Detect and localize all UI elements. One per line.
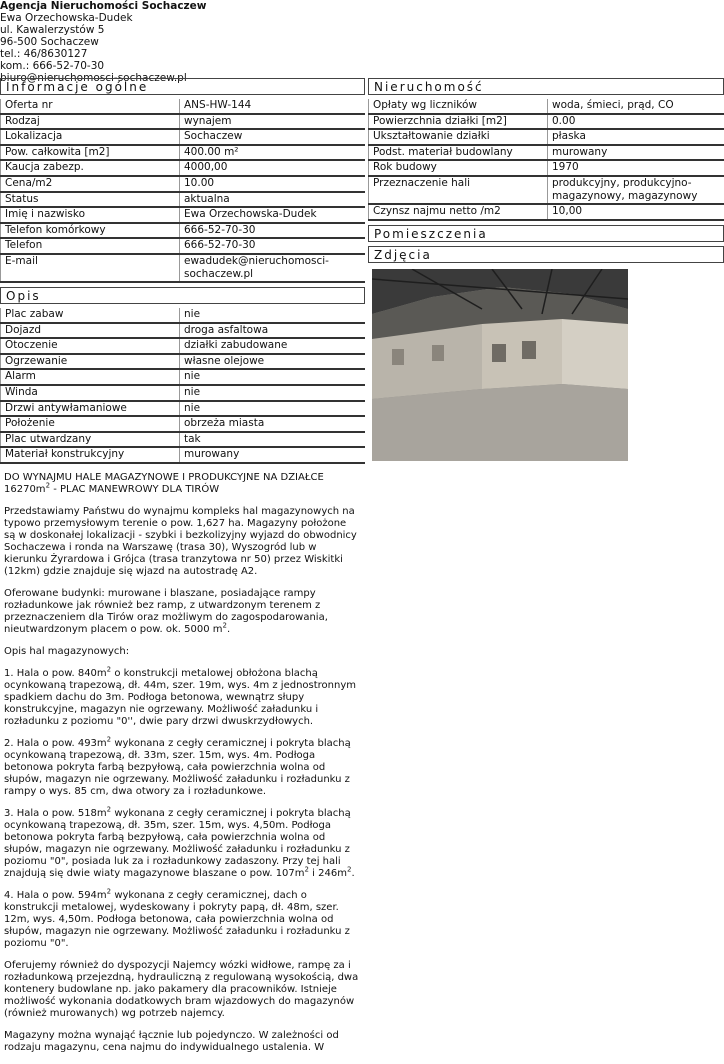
table-row [1,401,366,417]
row-value: Ewa Orzechowska-Dudek [180,207,366,223]
section-photos-title: Zdjęcia [368,246,724,263]
row-value: 4000,00 [180,160,366,176]
row-label: Telefon [1,238,180,254]
row-value: nie [180,369,366,385]
row-label: Telefon komórkowy [1,223,180,239]
row-label: Dojazd [1,323,180,339]
row-label: Podst. materiał budowlany [369,145,548,161]
general-table [0,99,365,283]
row-value: ANS-HW-144 [180,99,366,114]
property-table [368,99,724,221]
section-opis-title: Opis [0,287,365,304]
opis-table [0,308,365,464]
row-value: 10,00 [548,204,724,220]
table-row [1,192,366,208]
row-label: Cena/m2 [1,176,180,192]
row-label: Położenie [1,416,180,432]
row-value: obrzeża miasta [180,416,366,432]
row-label: Rok budowy [369,160,548,176]
row-value: ewadudek@nieruchomosci-sochaczew.pl [180,254,366,282]
table-row [369,160,724,176]
row-label: Otoczenie [1,338,180,354]
row-value: 400.00 m² [180,145,366,161]
row-value: nie [180,385,366,401]
row-value: nie [180,308,366,323]
table-row [1,254,366,282]
table-row [1,432,366,448]
row-label: Imię i nazwisko [1,207,180,223]
row-value: 10.00 [180,176,366,192]
row-value: własne olejowe [180,354,366,370]
table-row [1,160,366,176]
row-value: woda, śmieci, prąd, CO [548,99,724,114]
row-value: murowany [180,447,366,463]
table-row [1,114,366,130]
table-row [1,323,366,339]
table-row [369,114,724,130]
desc-extras: Oferujemy również do dyspozycji Najemcy wózki widłowe, rampę za i rozładunkową przejezdną, hydrauliczną z regulowaną wysokością, dwa kontenery budowlane np. jako pakamery dla pracowników. Istnieje możliwość wykonania dodatkowych bram wjazdowych do magazynów (również murowanych) wg potrzeb najemcy. [4,960,360,1020]
row-label: Ogrzewanie [1,354,180,370]
agency-city: 96-500 Sochaczew [0,36,206,48]
table-row [369,129,724,145]
row-value: nie [180,401,366,417]
row-value: działki zabudowane [180,338,366,354]
row-value: aktualna [180,192,366,208]
row-value: płaska [548,129,724,145]
row-label: Materiał konstrukcyjny [1,447,180,463]
table-row [1,308,366,323]
table-row [1,207,366,223]
row-label: Pow. całkowita [m2] [1,145,180,161]
row-label: Powierzchnia działki [m2] [369,114,548,130]
agency-kom: kom.: 666-52-70-30 [0,60,206,72]
section-rooms-title: Pomieszczenia [368,225,724,242]
row-value: 1970 [548,160,724,176]
row-value: droga asfaltowa [180,323,366,339]
table-row [1,369,366,385]
table-row [1,354,366,370]
desc-hall-4: 4. Hala o pow. $594m^2$ wykonana z cegły ceramicznej, dach o konstrukcji metalowej, wydeskowany i pokryty papą, dł. 48m, szer. 12m, wys. 4,50m. Podłoga betonowa, cała powierzchnia wolna od słupów, magazyn nie ogrzewany. Możliwość załadunku i rozładunku z poziomu "0". [4,890,360,950]
desc-hall-3: 3. Hala o pow. $518m^2$ wykonana z cegły ceramicznej i pokryta blachą ocynkowaną trapezową, dł. 35m, szer. 15m, wys. 4,50m. Podłoga betonowa pokryta farbą bezpyłową, cała powierzchnia wolna od słupów, magazyn nie ogrzewany. Możliwość załadunku i rozładunku z poziomu "0", posiada luk za i rozładunkowy zadaszony. Przy tej hali znajdują się dwie wiaty magazynowe blaszane o pow. $107m^2$ i $246m^2$. [4,808,360,880]
desc-halls-heading: Opis hal magazynowych: [4,646,360,658]
table-row [369,176,724,204]
row-label: Rodzaj [1,114,180,130]
table-row [369,99,724,114]
desc-rental: Magazyny można wynająć łącznie lub pojedynczo. W zależności od rodzaju magazynu, cena najmu do indywidualnego ustalenia. W [4,1030,360,1054]
agency-street: ul. Kawalerzystów 5 [0,24,206,36]
row-label: Lokalizacja [1,129,180,145]
row-value: 666-52-70-30 [180,223,366,239]
table-row [369,145,724,161]
table-row [1,447,366,463]
row-label: Kaucja zabezp. [1,160,180,176]
row-label: Opłaty wg liczników [369,99,548,114]
row-label: Drzwi antywłamaniowe [1,401,180,417]
row-label: Status [1,192,180,208]
desc-hall-2: 2. Hala o pow. $493m^2$ wykonana z cegły ceramicznej i pokryta blachą ocynkowaną trapezową, dł. 33m, szer. 15m, wys. 4m. Podłoga betonowa pokryta farbą bezpyłową, cała powierzchnia wolna od słupów, magazyn nie ogrzewany. Możliwość załadunku i rozładunku z rampy o wys. 85 cm, dwa otwory za i rozładunkowe. [4,738,360,798]
row-label: Alarm [1,369,180,385]
agency-person: Ewa Orzechowska-Dudek [0,12,206,24]
table-row [1,223,366,239]
row-label: Plac utwardzany [1,432,180,448]
table-row [1,338,366,354]
desc-location: Przedstawiamy Państwu do wynajmu kompleks hal magazynowych na typowo przemysłowym terenie o pow. 1,627 ha. Magazyny położone są w doskonałej lokalizacji - szybki i bezkolizyjny wyjazd do obwodnicy Sochaczewa i ronda na Warszawę (trasa 30), Wyszogród lub w kierunku Żyrardowa i Grójca (trasa tranzytowa nr 50) przez Wiskitki (12km) gdzie znajduje się wjazd na autostradę A2. [4,506,360,578]
desc-intro: DO WYNAJMU HALE MAGAZYNOWE I PRODUKCYJNE NA DZIAŁCE $16270m^2$ - PLAC MANEWROWY DLA TIRÓW [4,472,360,496]
row-label: Ukształtowanie działki [369,129,548,145]
row-value: 0.00 [548,114,724,130]
agency-email[interactable]: biuro@nieruchomosci-sochaczew.pl [0,72,206,84]
right-column [368,78,724,464]
row-label: E-mail [1,254,180,282]
row-value: wynajem [180,114,366,130]
table-row [1,145,366,161]
row-label: Czynsz najmu netto /m2 [369,204,548,220]
agency-name: Agencja Nieruchomości Sochaczew [0,0,206,12]
section-general-title: Informacje ogólne [0,78,365,95]
row-value: tak [180,432,366,448]
desc-buildings: Oferowane budynki: murowane i blaszane, posiadające rampy rozładunkowe jak również bez ramp, z utwardzonym terenem z przeznaczeniem dla Tirów oraz możliwym do zagospodarowania, nieutwardzonym placem o pow. ok. 5000 $m^2$. [4,588,360,636]
row-value: 666-52-70-30 [180,238,366,254]
table-row [1,176,366,192]
section-property-title: Nieruchomość [368,78,724,95]
left-column [0,78,365,464]
row-label: Przeznaczenie hali [369,176,548,204]
agency-header [0,0,206,84]
row-value: Sochaczew [180,129,366,145]
table-row [1,99,366,114]
row-value: produkcyjny, produkcyjno-magazynowy, magazynowy [548,176,724,204]
row-label: Oferta nr [1,99,180,114]
table-row [369,204,724,220]
table-row [1,129,366,145]
table-row [1,416,366,432]
row-label: Plac zabaw [1,308,180,323]
agency-tel: tel.: 46/8630127 [0,48,206,60]
row-value: murowany [548,145,724,161]
desc-hall-1: 1. Hala o pow. $840m^2$ o konstrukcji metalowej obłożona blachą ocynkowaną trapezową, dł. 44m, szer. 19m, wys. 4m z jednostronnym spadkiem dachu do 3m. Podłoga betonowa, wewnątrz słupy konstrukcyjne, magazyn nie ogrzewany. Możliwość załadunku i rozładunku z poziomu "0'', dwie pary drzwi dwuskrzydłowych. [4,668,360,728]
description [4,472,360,1064]
table-row [1,238,366,254]
row-label: Winda [1,385,180,401]
warehouse-photo[interactable] [372,269,628,461]
table-row [1,385,366,401]
